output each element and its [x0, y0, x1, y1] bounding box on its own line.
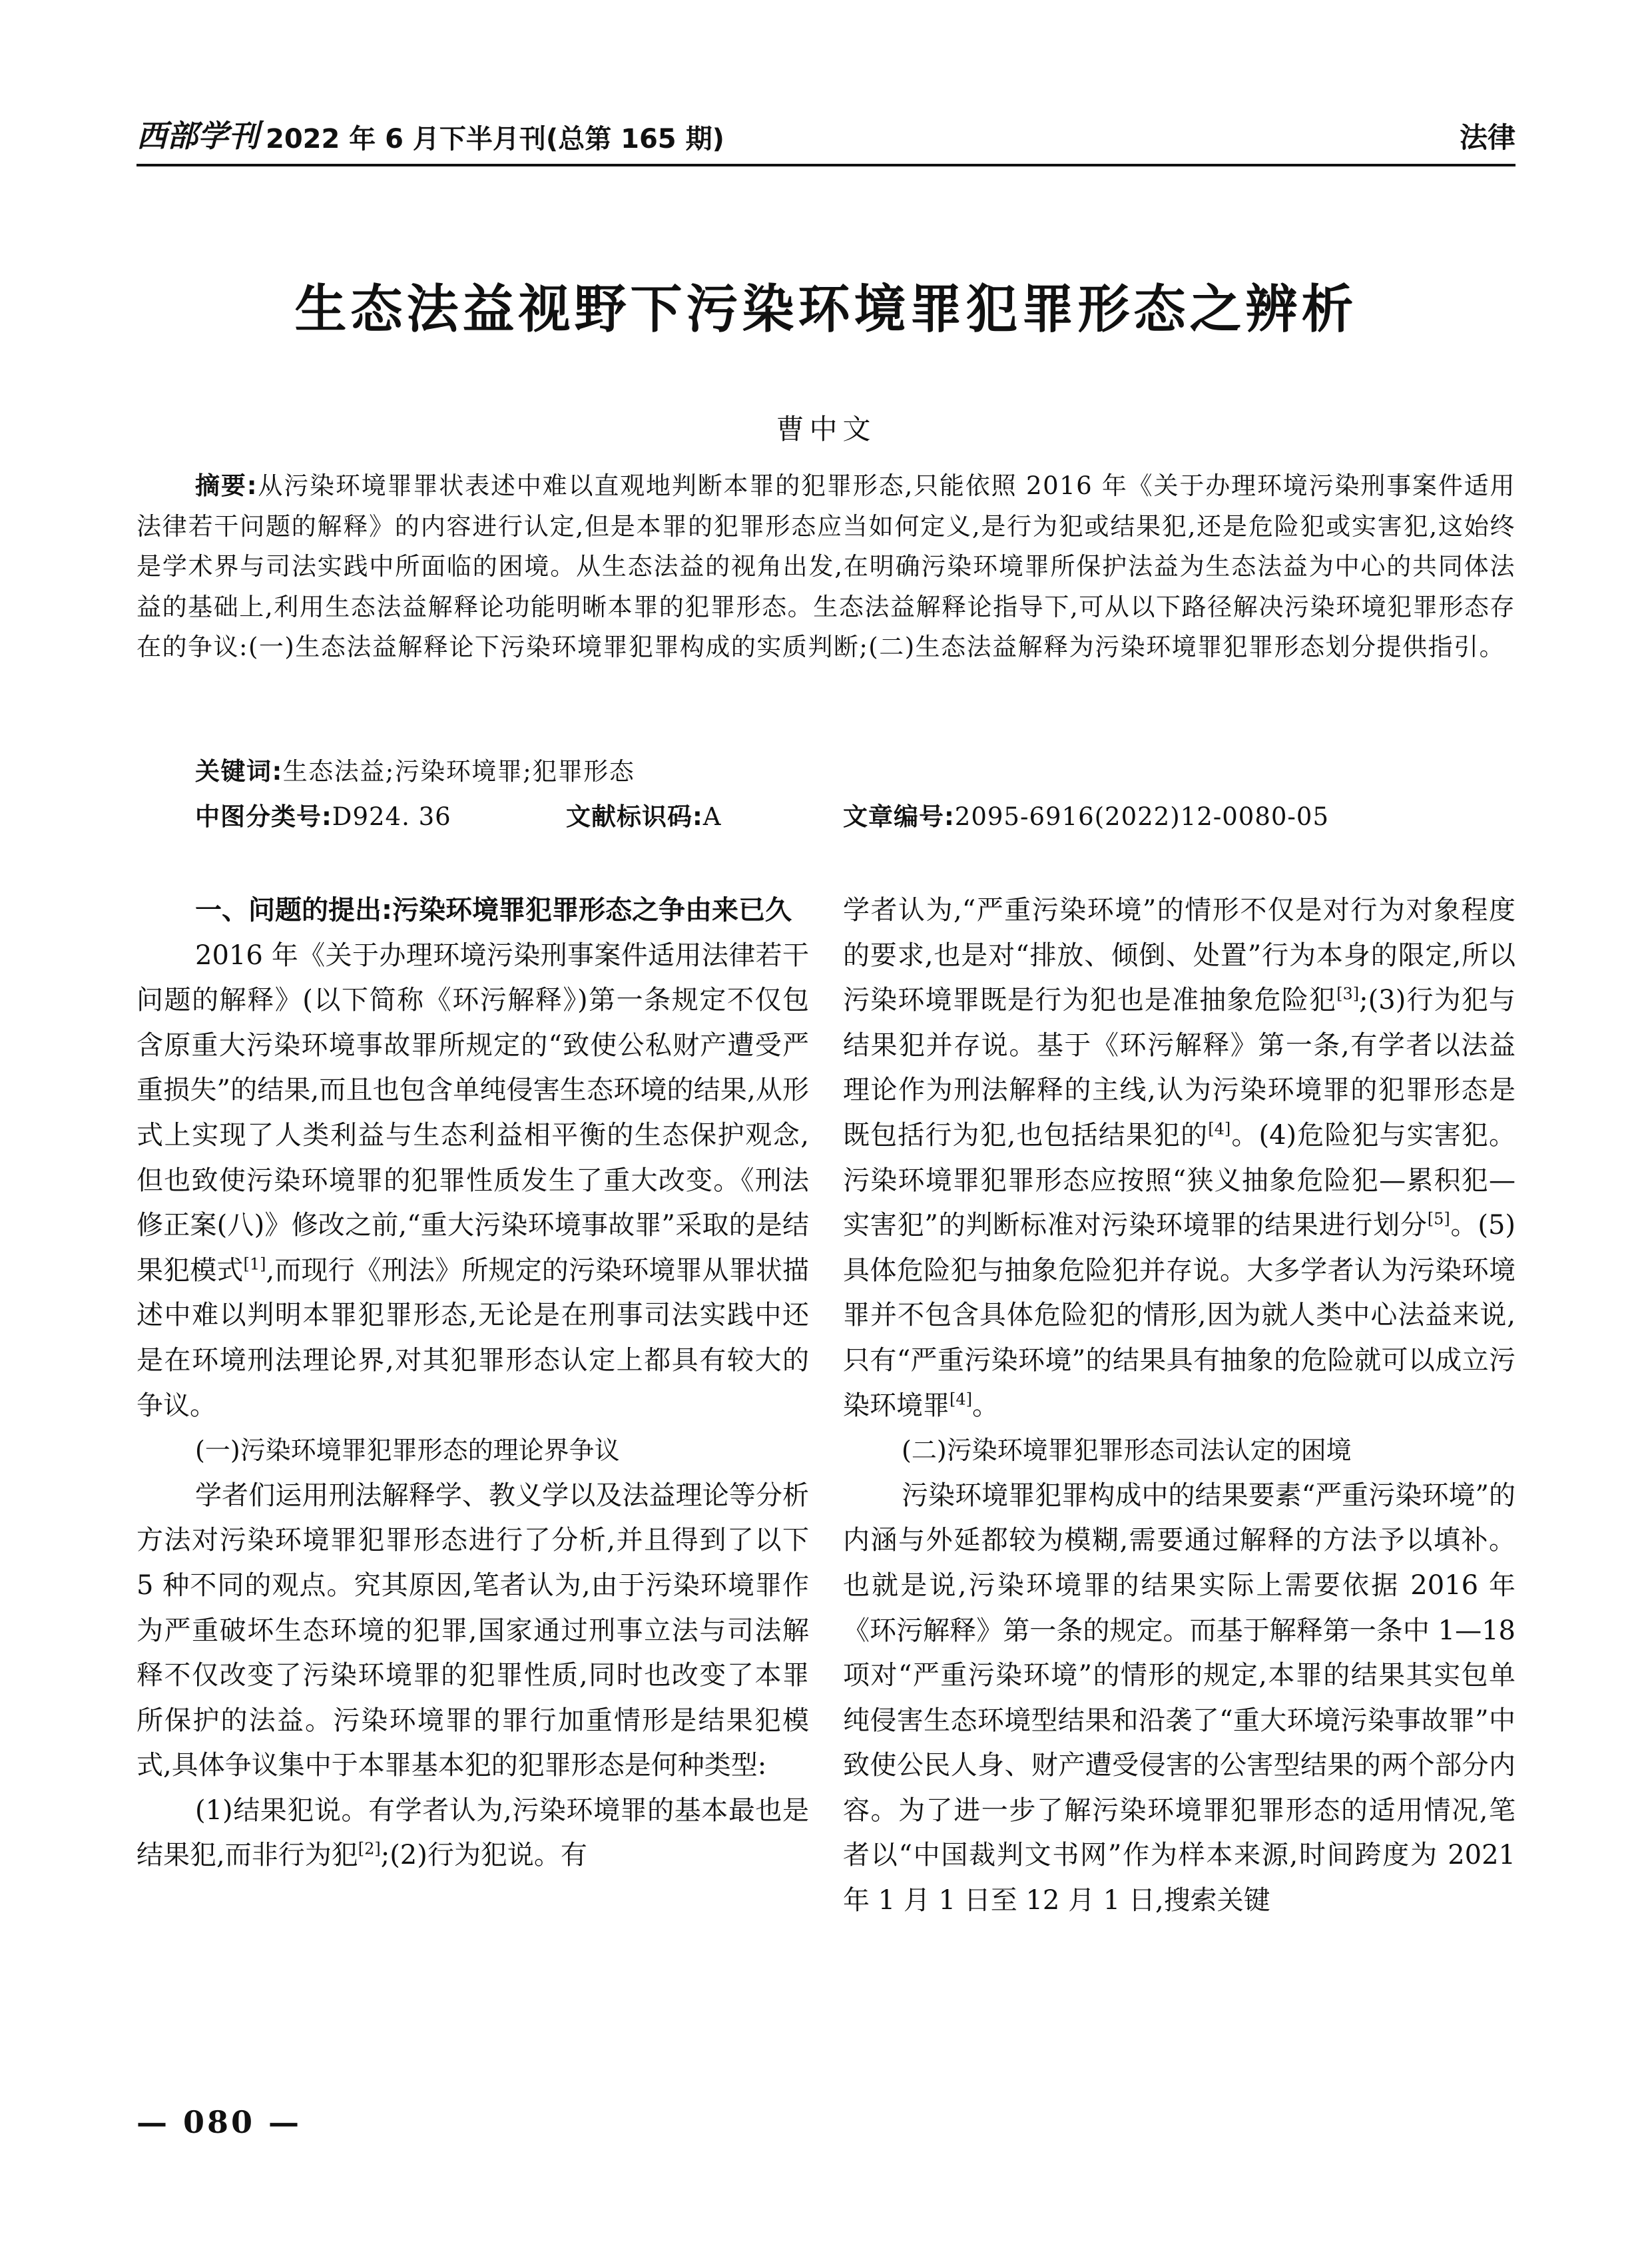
paragraph-text: 。(5)具体危险犯与抽象危险犯并存说。大多学者认为污染环境罪并不包含具体危险犯的情形,因为就人类中心法益来说,只有“严重污染环境”的结果具有抽象的危险就可以成立污染环境罪: [843, 1210, 1515, 1421]
paragraph-text: ;(3)行为犯与结果犯并存说。基于《环污解释》第一条,有学者以法益理论作为刑法解释的主线,认为污染环境罪的犯罪形态是既包括行为犯,也包括结果犯的: [843, 985, 1516, 1151]
paragraph: 污染环境罪犯罪构成中的结果要素“严重污染环境”的内涵与外延都较为模糊,需要通过解释的方法予以填补。也就是说,污染环境罪的结果实际上需要依据 2016 年《环污解释》第一条的规定。而基于解释第一条中 1—18 项对“严重污染环境”的情形的规定,本罪的结果其实包单纯侵害生态环境型结果和沿袭了“重大环境污染事故罪”中致使公民人身、财产遭受侵害的公害型结果的两个部分内容。为了进一步了解污染环境罪犯罪形态的适用情况,笔者以“中国裁判文书网”作为样本来源,时间跨度为 2021 年 1 月 1 日至 12 月 1 日,搜索关键: [843, 1480, 1515, 1916]
author-name: 曹中文: [776, 413, 876, 445]
doc-code-label: 文献标识码:: [566, 802, 703, 831]
subsection-heading: (二)污染环境罪犯罪形态司法认定的困境: [902, 1436, 1352, 1466]
paragraph-text: 。: [972, 1390, 999, 1421]
header-left: [137, 112, 724, 156]
journal-logo: 西部学刊: [137, 118, 259, 154]
body-column-left: [137, 888, 809, 1878]
section-heading: 一、问题的提出:污染环境罪犯罪形态之争由来已久: [195, 895, 792, 926]
abstract: [137, 466, 1515, 668]
classification-value: D924. 36: [332, 802, 451, 831]
paragraph: [843, 888, 1515, 1428]
paragraph-text: 。(4)危险犯与实害犯。污染环境罪犯罪形态应按照“狭义抽象危险犯—累积犯—实害犯”的判断标准对污染环境罪的结果进行划分: [843, 1119, 1515, 1241]
body-column-right: [843, 888, 1515, 1924]
issue-info: 2022 年 6 月下半月刊(总第 165 期): [266, 124, 724, 154]
article-number: [843, 796, 1329, 832]
article-number-value: 2095-6916(2022)12-0080-05: [954, 802, 1329, 831]
paragraph-text: ;(2)行为犯说。有: [380, 1840, 587, 1871]
citation: [4]: [950, 1390, 972, 1409]
doc-code-value: A: [702, 802, 722, 831]
paragraph-text: (1)结果犯说。有学者认为,污染环境罪的基本最也是结果犯,而非行为犯: [137, 1795, 809, 1871]
section-name: 法律: [1459, 121, 1515, 154]
citation: [2]: [358, 1840, 381, 1859]
subsection-heading: (一)污染环境罪犯罪形态的理论界争议: [195, 1436, 620, 1466]
keywords-label: 关键词:: [195, 757, 283, 786]
doc-code: [566, 796, 722, 832]
classification-label: 中图分类号:: [195, 802, 332, 831]
running-header: [137, 112, 1515, 166]
keywords: [195, 751, 635, 787]
abstract-label: 摘要:: [195, 471, 258, 500]
paragraph: [137, 934, 809, 1429]
paragraph: [137, 1789, 809, 1878]
page-number: — 080 —: [137, 2104, 302, 2140]
citation: [4]: [1208, 1119, 1231, 1139]
citation: [1]: [243, 1255, 266, 1274]
citation: [5]: [1427, 1209, 1450, 1229]
paragraph-text: ,而现行《刑法》所规定的污染环境罪从罪状描述中难以判明本罪犯罪形态,无论是在刑事司法实践中还是在环境刑法理论界,对其犯罪形态认定上都具有较大的争议。: [137, 1255, 809, 1421]
paragraph-text: 2016 年《关于办理环境污染刑事案件适用法律若干问题的解释》(以下简称《环污解释》)第一条规定不仅包含原重大污染环境事故罪所规定的“致使公私财产遭受严重损失”的结果,而且也包含单纯侵害生态环境的结果,从形式上实现了人类利益与生态利益相平衡的生态保护观念,但也致使污染环境罪的犯罪性质发生了重大改变。《刑法修正案(八)》修改之前,“重大污染环境事故罪”采取的是结果犯模式: [137, 940, 809, 1286]
paragraph: 学者们运用刑法解释学、教义学以及法益理论等分析方法对污染环境罪犯罪形态进行了分析,并且得到了以下 5 种不同的观点。究其原因,笔者认为,由于污染环境罪作为严重破坏生态环境的犯罪,国家通过刑事立法与司法解释不仅改变了污染环境罪的犯罪性质,同时也改变了本罪所保护的法益。污染环境罪的罪行加重情形是结果犯模式,具体争议集中于本罪基本犯的犯罪形态是何种类型:: [137, 1480, 809, 1781]
abstract-text: 从污染环境罪罪状表述中难以直观地判断本罪的犯罪形态,只能依照 2016 年《关于办理环境污染刑事案件适用法律若干问题的解释》的内容进行认定,但是本罪的犯罪形态应当如何定义,是行为犯或结果犯,还是危险犯或实害犯,这始终是学术界与司法实践中所面临的困境。从生态法益的视角出发,在明确污染环境罪所保护法益为生态法益为中心的共同体法益的基础上,利用生态法益解释论功能明晰本罪的犯罪形态。生态法益解释论指导下,可从以下路径解决污染环境犯罪形态存在的争议:(一)生态法益解释论下污染环境罪犯罪构成的实质判断;(二)生态法益解释为污染环境罪犯罪形态划分提供指引。: [137, 471, 1516, 661]
paragraph-text: 学者认为,“严重污染环境”的情形不仅是对行为对象程度的要求,也是对“排放、倾倒、处置”行为本身的限定,所以污染环境罪既是行为犯也是准抽象危险犯: [843, 895, 1515, 1016]
keywords-text: 生态法益;污染环境罪;犯罪形态: [282, 757, 635, 786]
article-title: 生态法益视野下污染环境罪犯罪形态之辨析: [294, 280, 1358, 340]
article-number-label: 文章编号:: [843, 802, 955, 831]
classification: [195, 796, 451, 832]
citation: [3]: [1336, 984, 1360, 1003]
